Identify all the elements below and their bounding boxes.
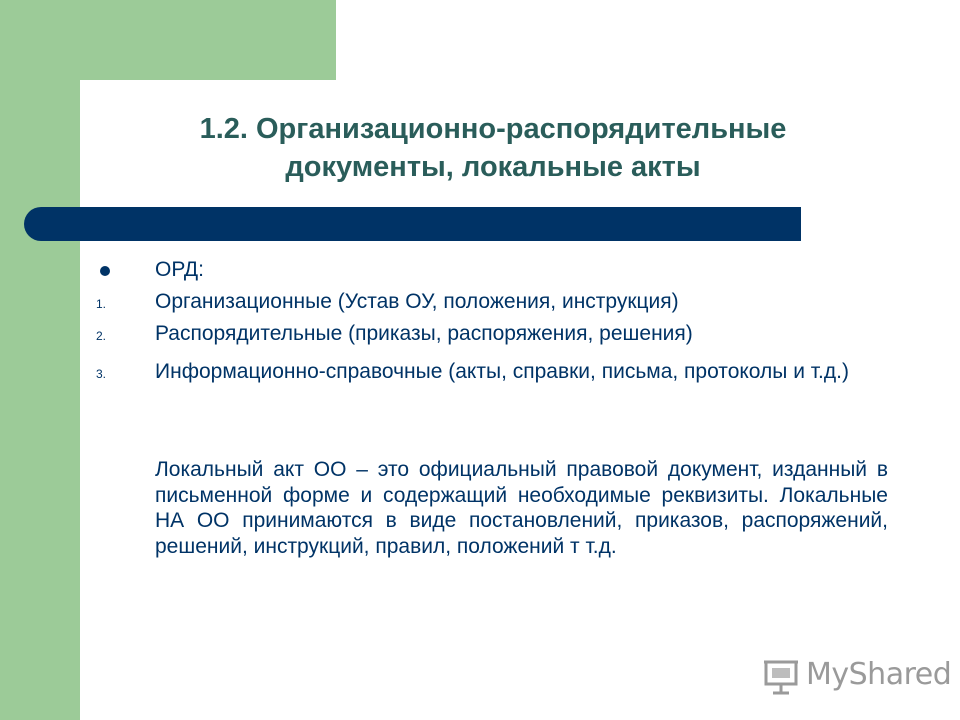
list-item-number: 1. (96, 297, 107, 311)
title-line-1: 1.2. Организационно-распорядительные (199, 113, 787, 145)
definition-paragraph: Локальный акт ОО – это официальный правовой документ, изданный в письменной форме и содержащий необходимые реквизиты. Локальные НА ОО принимаются в виде постановлений, приказов, распоряжений, решений, инструкций, правил, положений т т.д. (155, 458, 888, 558)
title-line-2: документы, локальные акты (285, 151, 701, 183)
list-item-text: Информационно-справочные (акты, справки, письма, протоколы и т.д.) (155, 360, 849, 383)
myshared-watermark-logo (764, 656, 952, 696)
bullet-item (100, 255, 800, 285)
list-item-text: Распорядительные (приказы, распоряжения, решения) (155, 322, 693, 345)
list-item-number: 3. (96, 367, 107, 381)
title-underline-bar (24, 207, 801, 241)
list-item-text: Организационные (Устав ОУ, положения, инструкция) (155, 290, 679, 313)
green-sidebar-decoration (0, 0, 80, 720)
logo-text: MyShared (806, 657, 952, 692)
slide-title (86, 110, 900, 186)
presentation-icon (764, 658, 802, 696)
bullet-dot-icon (100, 266, 110, 276)
green-top-decoration (0, 0, 336, 80)
bullet-text: ОРД: (155, 258, 204, 281)
list-item-number: 2. (96, 329, 107, 343)
